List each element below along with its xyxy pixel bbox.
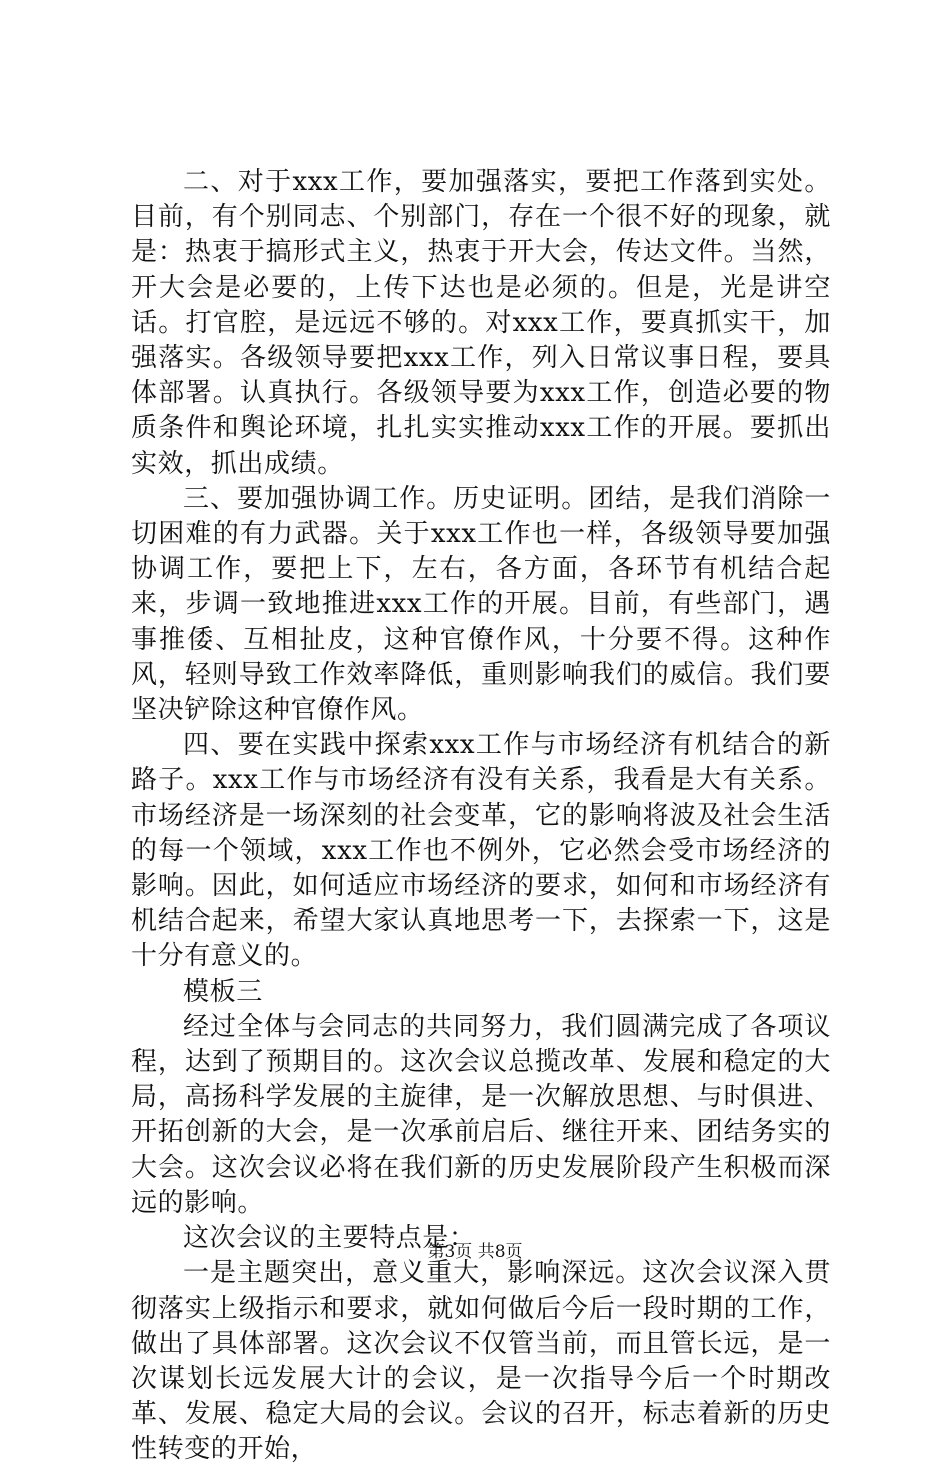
paragraph-section-four: 四、要在实践中探索xxx工作与市场经济有机结合的新路子。xxx工作与市场经济有没有关系，我看是大有关系。市场经济是一场深刻的社会变革，它的影响将波及社会生活的每一个领域，xxx工作也不例外，它必然会受市场经济的影响。因此，如何适应市场经济的要求，如何和市场经济有机结合起来，希望大家认真地思考一下，去探索一下，这是十分有意义的。 — [131, 730, 831, 972]
page-number-footer: 第3页 共8页 — [427, 1242, 523, 1262]
paragraph-section-two: 二、对于xxx工作，要加强落实，要把工作落到实处。目前，有个别同志、个别部门，存在一个很不好的现象，就是：热衷于搞形式主义，热衷于开大会，传达文件。当然，开大会是必要的，上传下达也是必须的。但是，光是讲空话。打官腔，是远远不够的。对xxx工作，要真抓实干，加强落实。各级领导要把xxx工作，列入日常议事日程，要具体部署。认真执行。各级领导要为xxx工作，创造必要的物质条件和舆论环境，扎扎实实推动xxx工作的开展。要抓出实效，抓出成绩。 — [131, 167, 831, 479]
paragraph-meeting-summary: 经过全体与会同志的共同努力，我们圆满完成了各项议程，达到了预期目的。这次会议总揽改革、发展和稳定的大局，高扬科学发展的主旋律，是一次解放思想、与时俱进、开拓创新的大会，是一次承前启后、继往开来、团结务实的大会。这次会议必将在我们新的历史发展阶段产生积极而深远的影响。 — [131, 1011, 831, 1218]
paragraph-features-intro: 这次会议的主要特点是： — [183, 1223, 476, 1254]
paragraph-section-three: 三、要加强协调工作。历史证明。团结，是我们消除一切困难的有力武器。关于xxx工作也一样，各级领导要加强协调工作，要把上下，左右，各方面，各环节有机结合起来，步调一致地推进xxx工作的开展。目前，有些部门，遇事推倭、互相扯皮，这种官僚作风，十分要不得。这种作风，轻则导致工作效率降低，重则影响我们的威信。我们要坚决铲除这种官僚作风。 — [131, 483, 831, 726]
template-heading: 模板三 — [183, 976, 263, 1007]
paragraph-feature-one: 一是主题突出，意义重大，影响深远。这次会议深入贯彻落实上级指示和要求，就如何做后今后一段时期的工作，做出了具体部署。这次会议不仅管当前，而且管长远，是一次谋划长远发展大计的会议，是一次指导今后一个时期改革、发展、稳定大局的会议。会议的召开，标志着新的历史性转变的开始， — [131, 1258, 831, 1465]
document-body — [131, 165, 831, 1468]
